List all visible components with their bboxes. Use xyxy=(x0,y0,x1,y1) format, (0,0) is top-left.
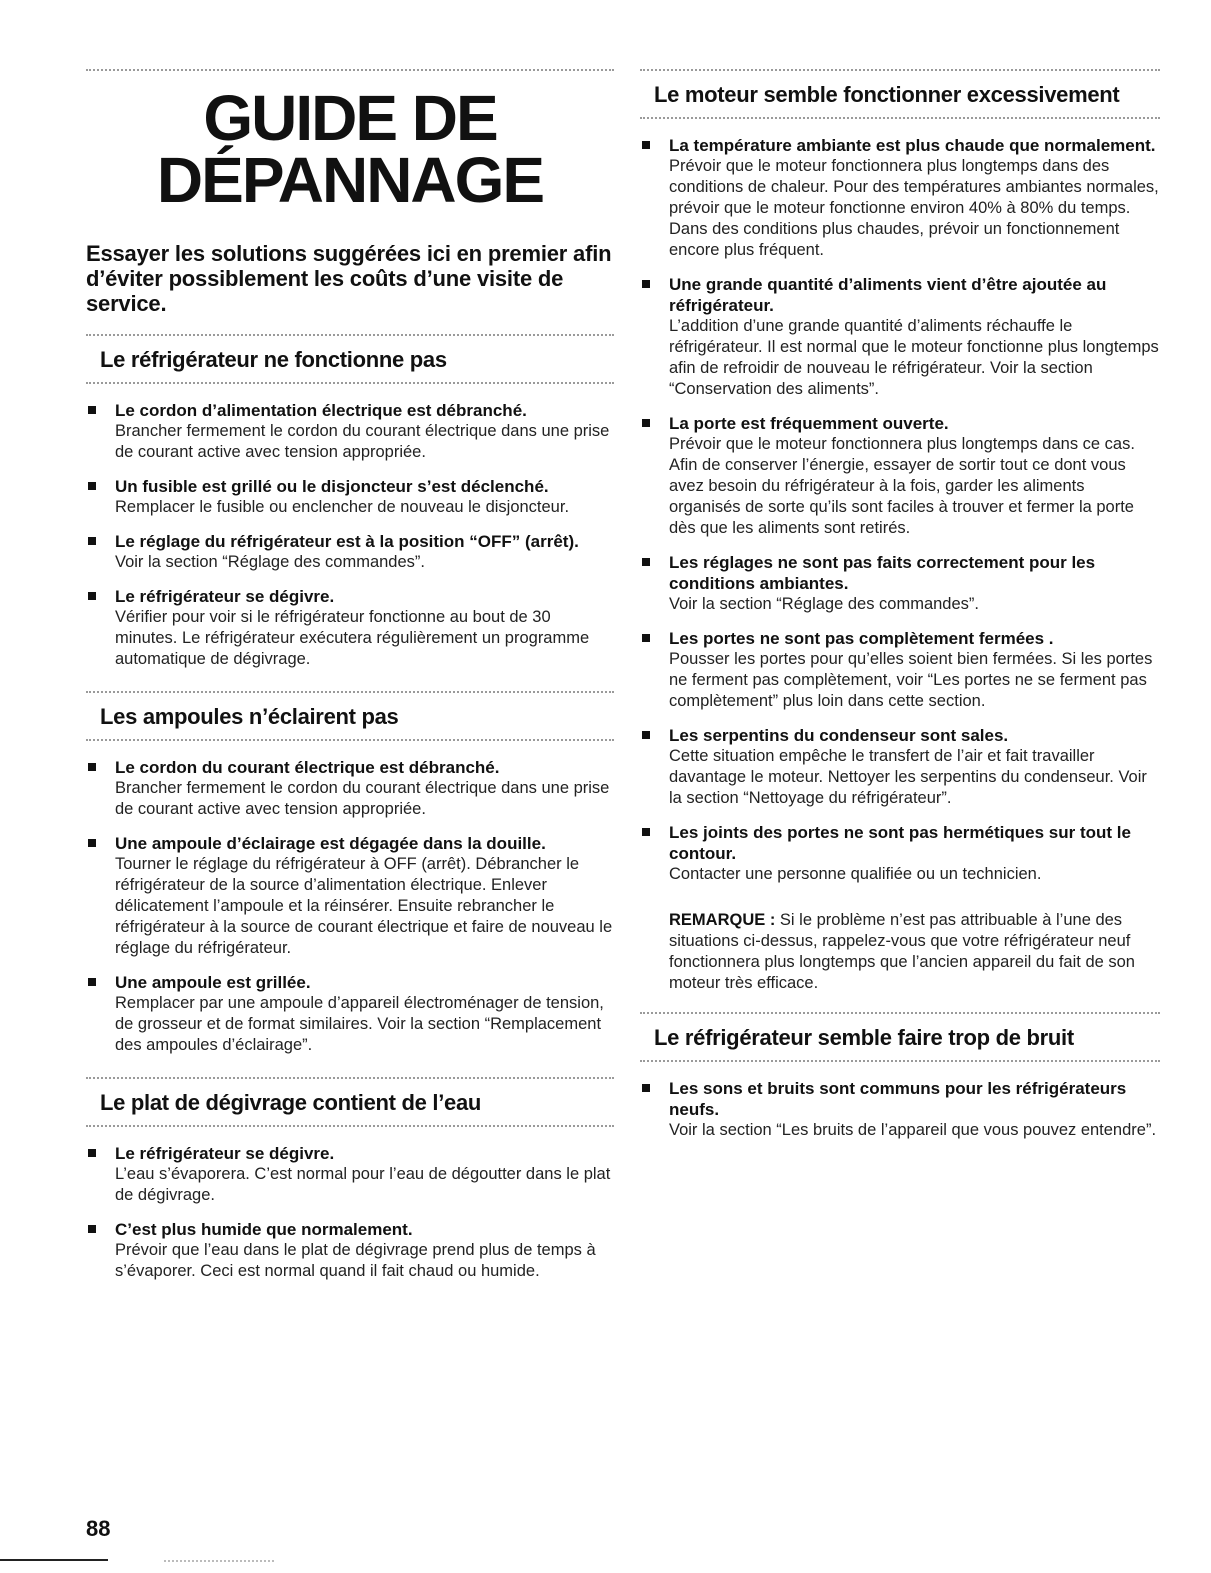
footer-rule xyxy=(0,1559,108,1561)
section-motor-excessive xyxy=(640,69,1160,994)
item-title: Les joints des portes ne sont pas hermétiques sur tout le contour. xyxy=(669,823,1131,863)
item-list xyxy=(86,1129,614,1303)
list-item xyxy=(640,413,1160,539)
bullet-icon xyxy=(88,406,96,414)
item-body: L’eau s’évaporera. C’est normal pour l’eau de dégoutter dans le plat de dégivrage. xyxy=(115,1165,611,1204)
item-title: Le réglage du réfrigérateur est à la position “OFF” (arrêt). xyxy=(115,532,579,551)
bullet-icon xyxy=(642,731,650,739)
list-item xyxy=(86,400,614,463)
bullet-icon xyxy=(88,592,96,600)
item-body: L’addition d’une grande quantité d’aliments réchauffe le réfrigérateur. Il est normal que le moteur fonctionne plus longtemps afin de refroidir de nouveau le réfrigérateur. Voir la section “Conservation des aliments”. xyxy=(669,317,1159,398)
list-item xyxy=(640,1078,1160,1141)
item-body: Brancher fermement le cordon du courant électrique dans une prise de courant active avec tension appropriée. xyxy=(115,422,610,461)
section-heading: Le réfrigérateur ne fonctionne pas xyxy=(100,347,447,372)
item-body: Voir la section “Réglage des commandes”. xyxy=(115,553,425,571)
bullet-icon xyxy=(642,828,650,836)
list-item xyxy=(86,972,614,1056)
section-heading: Le plat de dégivrage contient de l’eau xyxy=(100,1090,482,1115)
bullet-icon xyxy=(642,558,650,566)
bullet-icon xyxy=(88,1225,96,1233)
section-not-running xyxy=(86,334,614,691)
item-body: Brancher fermement le cordon du courant électrique dans une prise de courant active avec tension appropriée. xyxy=(115,779,610,818)
item-body: Voir la section “Réglage des commandes”. xyxy=(669,595,979,613)
item-title: Une ampoule d’éclairage est dégagée dans la douille. xyxy=(115,834,546,853)
item-title: Les réglages ne sont pas faits correctement pour les conditions ambiantes. xyxy=(669,553,1096,593)
section-defrost-pan xyxy=(86,1077,614,1303)
item-title: Les sons et bruits sont communs pour les réfrigérateurs neufs. xyxy=(669,1079,1127,1119)
bullet-icon xyxy=(642,634,650,642)
bullet-icon xyxy=(88,839,96,847)
remark-note xyxy=(640,910,1160,994)
item-title: Un fusible est grillé ou le disjoncteur s’est déclenché. xyxy=(115,477,549,496)
list-item xyxy=(640,552,1160,615)
bullet-icon xyxy=(88,1149,96,1157)
page-number: 88 xyxy=(86,1516,111,1541)
section-heading: Les ampoules n’éclairent pas xyxy=(100,704,399,729)
bullet-icon xyxy=(642,419,650,427)
item-title: La température ambiante est plus chaude que normalement. xyxy=(669,136,1156,155)
item-title: Le réfrigérateur se dégivre. xyxy=(115,587,335,606)
item-title: Le cordon du courant électrique est débranché. xyxy=(115,758,500,777)
divider xyxy=(86,69,614,73)
bullet-icon xyxy=(88,537,96,545)
item-list xyxy=(640,1064,1160,1162)
section-lights-off xyxy=(86,691,614,1077)
item-title: Les portes ne sont pas complètement fermées . xyxy=(669,629,1054,648)
item-title: C’est plus humide que normalement. xyxy=(115,1220,413,1239)
list-item xyxy=(86,1143,614,1206)
left-column xyxy=(86,0,614,1303)
item-title: La porte est fréquemment ouverte. xyxy=(669,414,949,433)
section-noise xyxy=(640,1012,1160,1162)
page-title-line-2: DÉPANNAGE xyxy=(156,144,544,216)
item-body: Prévoir que l’eau dans le plat de dégivrage prend plus de temps à s’évaporer. Ceci est normal quand il fait chaud ou humide. xyxy=(115,1241,596,1280)
intro-text: Essayer les solutions suggérées ici en premier afin d’éviter possiblement les coûts d’une visite de service. xyxy=(86,241,612,316)
bullet-icon xyxy=(88,978,96,986)
bullet-icon xyxy=(642,1084,650,1092)
list-item xyxy=(86,1219,614,1282)
item-body: Remplacer le fusible ou enclencher de nouveau le disjoncteur. xyxy=(115,498,570,516)
list-item xyxy=(640,822,1160,885)
item-body: Contacter une personne qualifiée ou un technicien. xyxy=(669,865,1042,883)
list-item xyxy=(86,586,614,670)
page-title-line-1: GUIDE DE xyxy=(203,82,497,154)
right-column xyxy=(640,0,1160,1162)
list-item xyxy=(640,274,1160,400)
list-item xyxy=(86,757,614,820)
list-item xyxy=(640,135,1160,261)
bullet-icon xyxy=(88,763,96,771)
section-heading: Le réfrigérateur semble faire trop de bruit xyxy=(654,1025,1074,1050)
item-body: Pousser les portes pour qu’elles soient bien fermées. Si les portes ne ferment pas complètement, voir “Les portes ne se ferment pas complètement” plus loin dans cette section. xyxy=(669,650,1153,710)
bullet-icon xyxy=(642,141,650,149)
remark-label: REMARQUE : xyxy=(669,911,776,929)
page-title xyxy=(86,82,614,216)
remark-text: Si le problème n’est pas attribuable à l’une des situations ci-dessus, rappelez-vous que votre réfrigérateur neuf fonctionnera plus longtemps que l’ancien appareil du fait de son moteur très efficace. xyxy=(669,911,1135,992)
item-body: Cette situation empêche le transfert de l’air et fait travailler davantage le moteur. Nettoyer les serpentins du condenseur. Voir la section “Nettoyage du réfrigérateur”. xyxy=(669,747,1147,807)
list-item xyxy=(86,531,614,573)
bullet-icon xyxy=(642,280,650,288)
item-body: Prévoir que le moteur fonctionnera plus longtemps dans ce cas. Afin de conserver l’énergie, essayer de sortir tout ce dont vous avez besoin du réfrigérateur à la fois, garder les aliments organisés de sorte qu’ils sont faciles à trouver et fermer la porte dès que les aliments sont retirés. xyxy=(669,435,1135,537)
footer-marks xyxy=(164,1560,274,1562)
item-title: Le cordon d’alimentation électrique est débranché. xyxy=(115,401,527,420)
item-body: Tourner le réglage du réfrigérateur à OFF (arrêt). Débrancher le réfrigérateur de la source d’alimentation électrique. Enlever délicatement l’ampoule et la réinsérer. Ensuite rebrancher le réfrigérateur à la source de courant électrique et faire de nouveau le réglage du réfrigérateur. xyxy=(115,855,613,957)
item-list xyxy=(86,386,614,691)
item-title: Le réfrigérateur se dégivre. xyxy=(115,1144,335,1163)
list-item xyxy=(86,476,614,518)
item-list xyxy=(86,743,614,1077)
item-title: Une grande quantité d’aliments vient d’être ajoutée au réfrigérateur. xyxy=(669,275,1107,315)
item-body: Vérifier pour voir si le réfrigérateur fonctionne au bout de 30 minutes. Le réfrigérateur exécutera régulièrement un programme automatique de dégivrage. xyxy=(115,608,590,668)
section-heading: Le moteur semble fonctionner excessivement xyxy=(654,82,1120,107)
item-title: Les serpentins du condenseur sont sales. xyxy=(669,726,1009,745)
list-item xyxy=(86,833,614,959)
item-body: Remplacer par une ampoule d’appareil électroménager de tension, de grosseur et de format similaires. Voir la section “Remplacement des ampoules d’éclairage”. xyxy=(115,994,604,1054)
list-item xyxy=(640,628,1160,712)
list-item xyxy=(640,725,1160,809)
item-list xyxy=(640,121,1160,906)
bullet-icon xyxy=(88,482,96,490)
item-title: Une ampoule est grillée. xyxy=(115,973,311,992)
item-body: Prévoir que le moteur fonctionnera plus longtemps dans des conditions de chaleur. Pour des températures ambiantes normales, prévoir que le moteur fonctionne environ 40% à 80% du temps. Dans des conditions plus chaudes, prévoir un fonctionnement encore plus fréquent. xyxy=(669,157,1159,259)
item-body: Voir la section “Les bruits de l’appareil que vous pouvez entendre”. xyxy=(669,1121,1157,1139)
